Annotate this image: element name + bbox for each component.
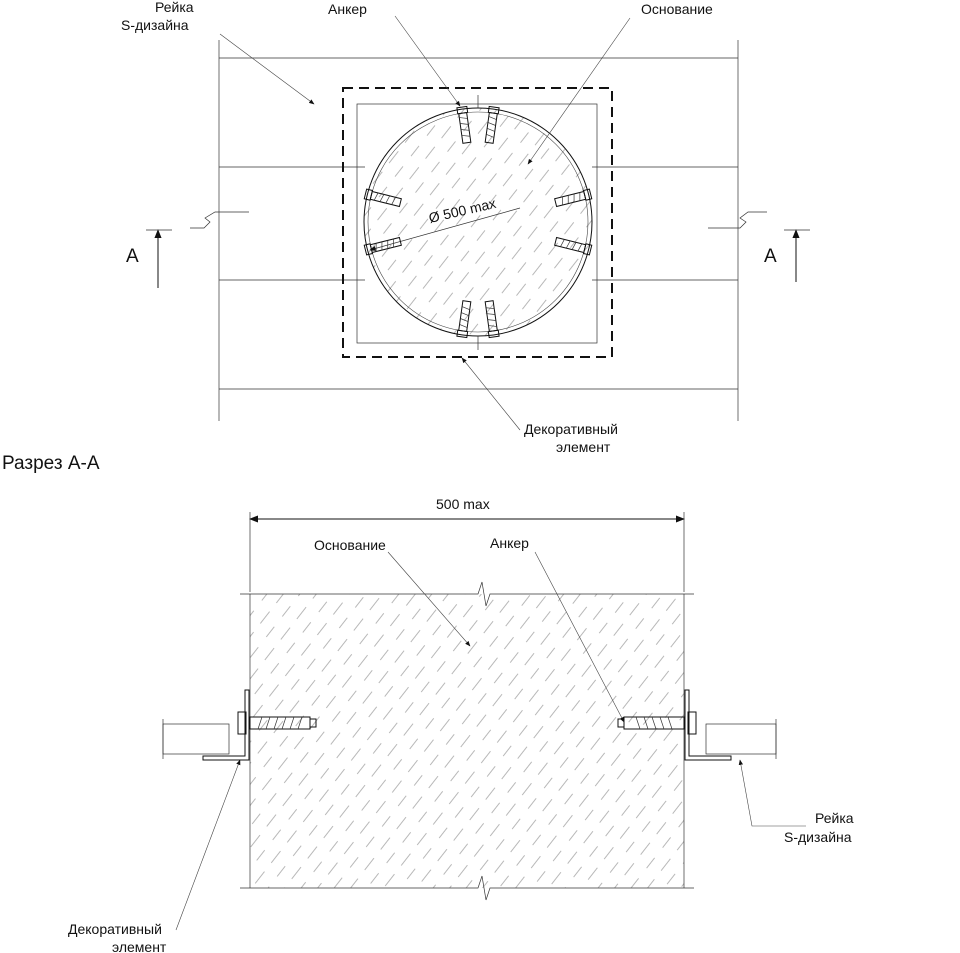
plan-decor-label-line2: элемент	[556, 439, 611, 455]
section-marker-left	[126, 230, 172, 288]
plan-rail-label-line1: Рейка	[155, 0, 194, 15]
section-rail-label-line2: S-дизайна	[784, 829, 852, 845]
section-base-label: Основание	[314, 537, 386, 553]
plan-rail-label-line2: S-дизайна	[121, 17, 189, 33]
plan-decor-label-line1: Декоративный	[524, 421, 618, 437]
section-title: Разрез A-A	[2, 453, 100, 474]
left-angle-bracket	[203, 690, 249, 760]
break-line-right	[708, 212, 767, 228]
round-base	[360, 95, 596, 350]
diameter-label: Ø 500 max	[427, 194, 498, 226]
left-rail-section	[163, 724, 229, 754]
section-decor-label-line2: элемент	[112, 939, 167, 953]
plan-view	[121, 0, 810, 455]
right-rail-section	[706, 724, 776, 754]
section-letter-left: A	[126, 246, 139, 267]
section-anchor-label: Анкер	[490, 535, 529, 551]
plan-base-label: Основание	[641, 1, 713, 17]
base-block	[240, 582, 694, 900]
section-marker-right	[764, 230, 810, 282]
break-line-left	[190, 212, 249, 228]
section-rail-label-line1: Рейка	[815, 810, 854, 826]
plan-anchor-label: Анкер	[328, 1, 367, 17]
width-dimension-label: 500 max	[436, 496, 490, 512]
right-angle-bracket	[685, 690, 731, 760]
section-decor-label-line1: Декоративный	[68, 921, 162, 937]
section-view	[68, 496, 854, 953]
section-letter-right: A	[764, 246, 777, 267]
